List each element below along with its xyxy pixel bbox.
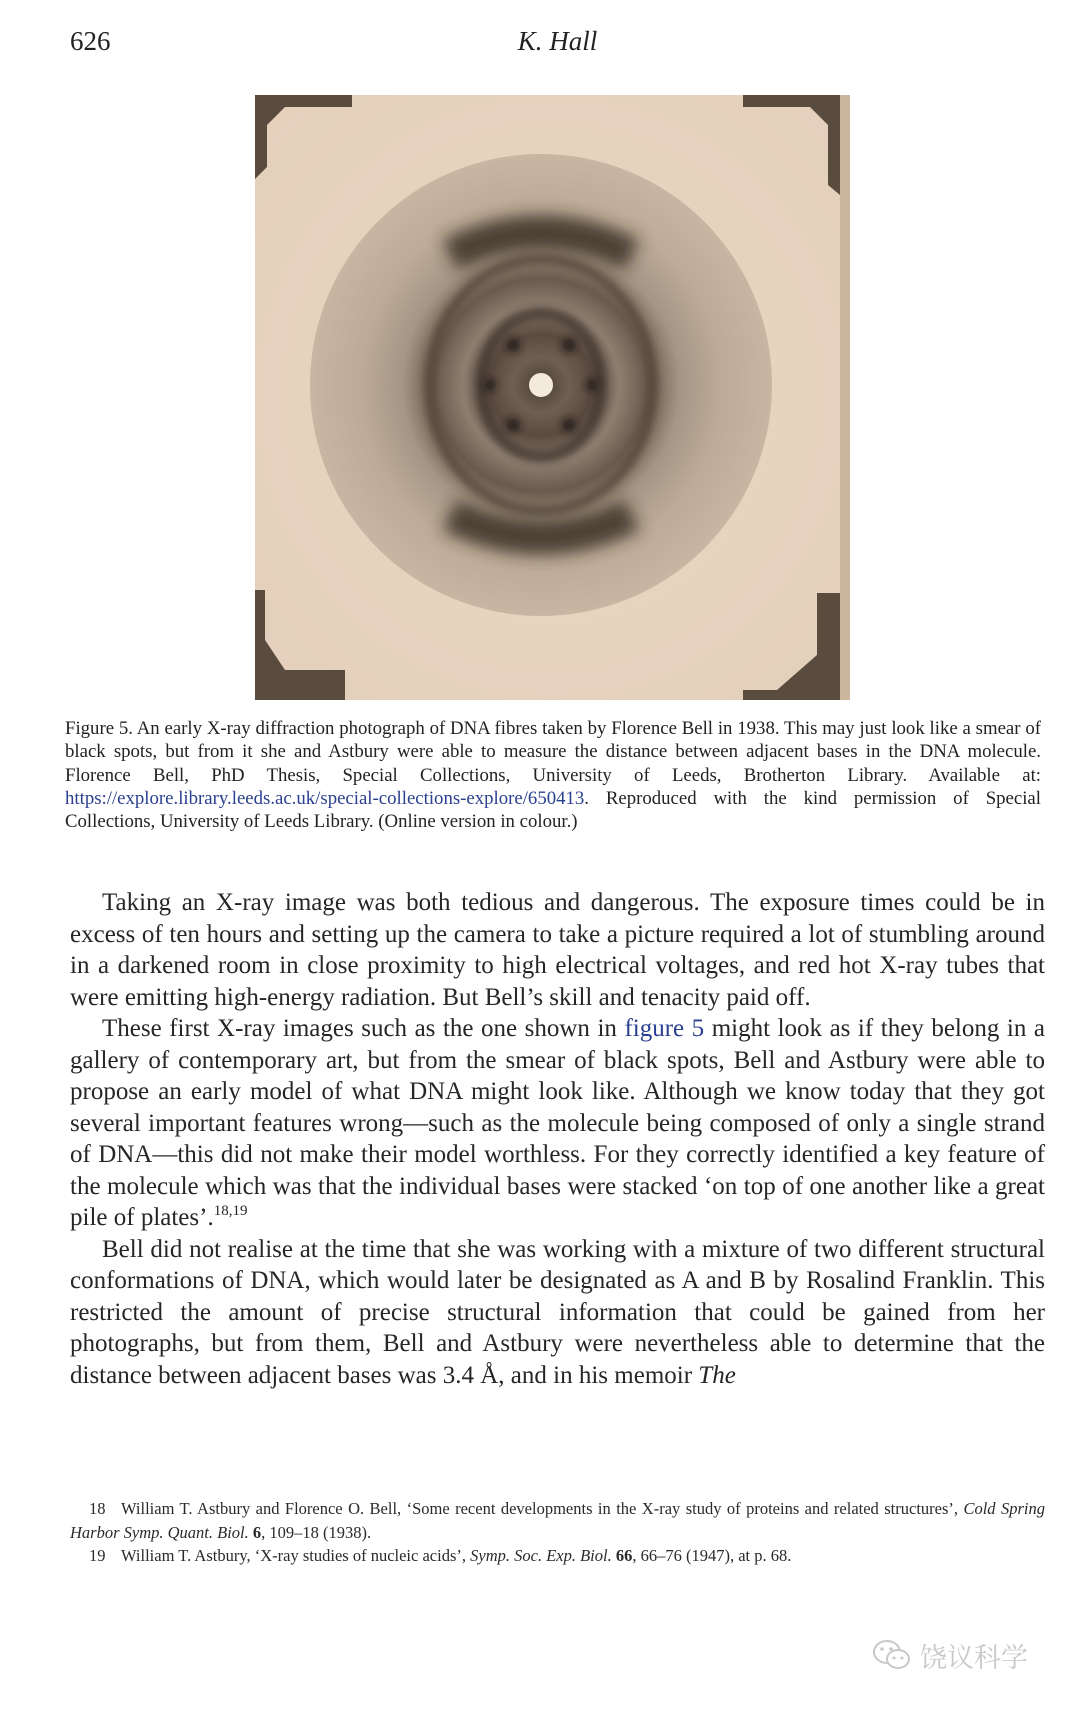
figure-photo [255,95,850,700]
footnote-volume: 6 [252,1522,262,1542]
paragraph-3-text-a: Bell did not realise at the time that she was working with a mixture of two different structural conformations of DNA, which would later be designated as A and B by Rosalind Franklin. This restricted the amount of precise structural information that could be gained from her photographs, but from them, Bell and Astbury were nevertheless able to determine that the distance between adjacent bases was 3.4 Å, and in his memoir [70,1235,1045,1389]
figure-caption [65,717,1041,833]
wechat-icon [872,1638,912,1672]
paragraph-2-text-b: might look as if they belong in a gallery of contemporary art, but from the smear of black spots, Bell and Astbury were able to propose an early model of what DNA might look like. Although we know today that they got several important features wrong—such as the molecule being composed of only a single strand of DNA—this did not make their model worthless. For they correctly identified a key feature of the molecule which was that the individual bases were stacked ‘on top of one another like a great pile of plates’. [70,1015,1045,1231]
paragraph-3-italic: The [698,1361,736,1389]
footnote-19 [70,1544,1045,1568]
footnote-number: 18 [89,1499,106,1518]
watermark-text: 饶议科学 [920,1642,1028,1674]
footnote-text: William T. Astbury and Florence O. Bell, ‘Some recent developments in the X-ray study of proteins and related structures’, [121,1499,964,1518]
paragraph-2-text-a: These first X-ray images such as the one shown in [102,1015,625,1042]
paragraph-2 [70,1013,1045,1234]
footnotes [70,1497,1045,1568]
footnote-volume: 66 [615,1546,633,1565]
footnote-journal: Cold Spring Harbor Symp. Quant. Biol. [70,1499,1045,1542]
watermark [872,1635,1028,1675]
paragraph-3 [70,1234,1045,1392]
footnote-pages: , 109–18 (1938). [261,1522,372,1542]
footnote-pages: , 66–76 (1947), at p. 68. [632,1546,792,1565]
footnote-ref[interactable]: 18,19 [213,1203,248,1219]
body-text [70,887,1045,1391]
caption-text-1: Figure 5. An early X-ray diffraction photograph of DNA fibres taken by Florence Bell in 1938. This may just look like a smear of black spots, but from it she and Astbury were able to measure the distance between adjacent bases in the DNA molecule. Florence Bell, PhD Thesis, Special Collections, University of Leeds, Brotherton Library. Available at: [65,718,1041,786]
caption-text-2: . Reproduced with the kind permission of Special Collections, University of Leeds Library. (Online version in colour.) [65,787,1041,833]
footnote-18 [70,1497,1045,1544]
figure-5-link[interactable]: figure 5 [624,1015,705,1042]
running-author: K. Hall [517,26,598,56]
page-header [70,22,1045,62]
paragraph-1: Taking an X-ray image was both tedious and dangerous. The exposure times could be in excess of ten hours and setting up the camera to take a picture required a lot of stumbling around in a darkened room in close proximity to high electrical voltages, and red hot X-ray tubes that were emitting high-energy radiation. But Bell’s skill and tenacity paid off. [70,889,1045,1011]
diffraction-photo [255,95,850,700]
caption-url-link[interactable]: https://explore.library.leeds.ac.uk/special-collections-explore/650413 [65,787,585,809]
page-number: 626 [70,26,111,56]
footnote-text: William T. Astbury, ‘X-ray studies of nucleic acids’, [121,1546,471,1565]
footnote-number: 19 [89,1546,106,1565]
footnote-journal: Symp. Soc. Exp. Biol. [470,1546,612,1565]
